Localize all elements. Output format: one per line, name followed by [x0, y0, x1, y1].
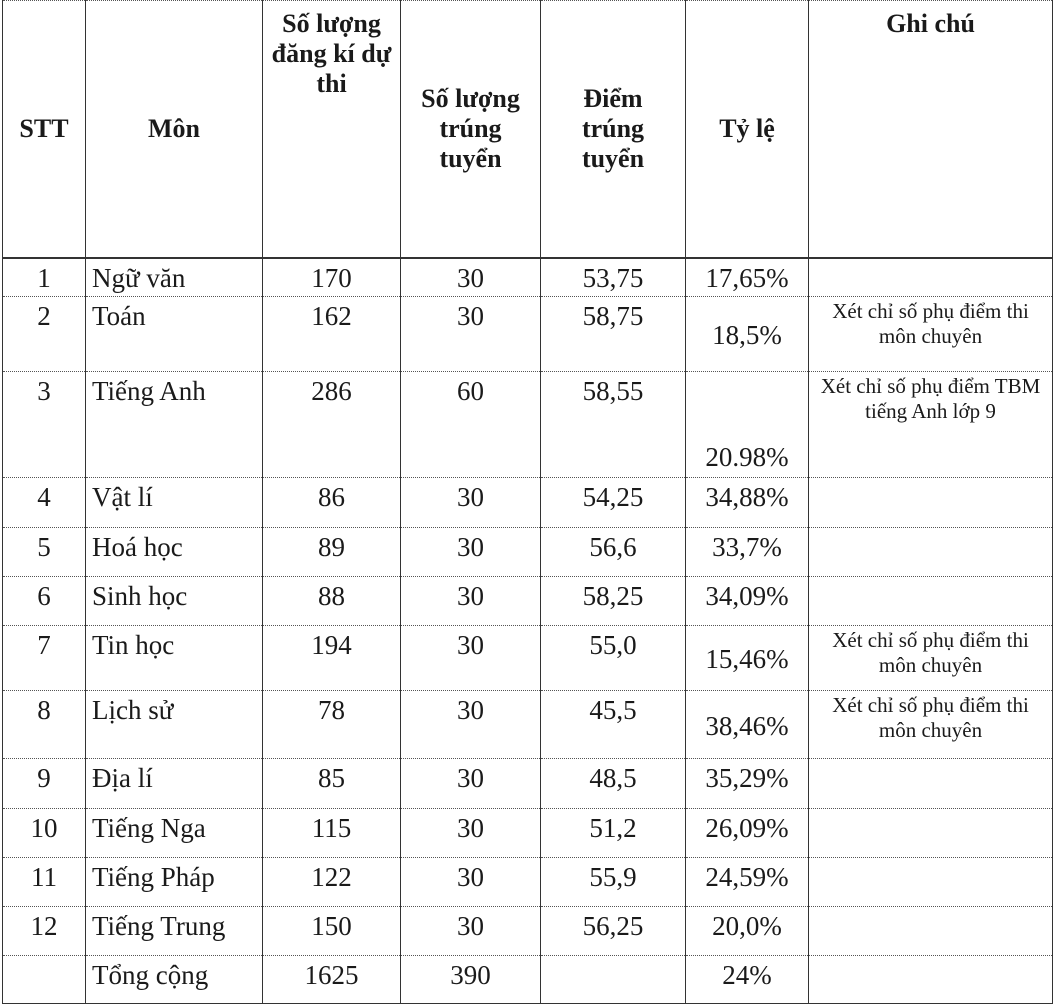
cell-ty-le: 24,59%: [686, 858, 809, 907]
cell-trung-tuyen: 30: [401, 809, 541, 858]
cell-stt: 5: [3, 528, 86, 577]
cell-dang-ki: 162: [263, 297, 401, 372]
cell-trung-tuyen: 30: [401, 691, 541, 759]
cell-ghi-chu: Xét chỉ số phụ điểm thi môn chuyên: [809, 691, 1053, 759]
cell-stt: 9: [3, 759, 86, 809]
cell-ty-le: 38,46%: [686, 691, 809, 759]
cell-diem: 54,25: [541, 478, 686, 528]
cell-ghi-chu: [809, 478, 1053, 528]
cell-ty-le: 18,5%: [686, 297, 809, 372]
cell-trung-tuyen: 390: [401, 956, 541, 1004]
cell-dang-ki: 150: [263, 907, 401, 956]
cell-stt: 7: [3, 626, 86, 691]
cell-dang-ki: 85: [263, 759, 401, 809]
total-row: [3, 956, 1053, 1004]
cell-mon: Sinh học: [86, 577, 263, 626]
cell-ty-le: 24%: [686, 956, 809, 1004]
cell-mon: Hoá học: [86, 528, 263, 577]
cell-dang-ki: 170: [263, 258, 401, 297]
cell-ghi-chu: [809, 258, 1053, 297]
cell-ty-le: 35,29%: [686, 759, 809, 809]
cell-stt: [3, 956, 86, 1004]
table-row: [3, 691, 1053, 759]
cell-trung-tuyen: 30: [401, 626, 541, 691]
cell-diem: 53,75: [541, 258, 686, 297]
table-row: [3, 907, 1053, 956]
cell-ghi-chu: [809, 759, 1053, 809]
cell-dang-ki: 122: [263, 858, 401, 907]
cell-dang-ki: 78: [263, 691, 401, 759]
cell-diem: [541, 956, 686, 1004]
cell-dang-ki: 88: [263, 577, 401, 626]
cell-ghi-chu: Xét chỉ số phụ điểm thi môn chuyên: [809, 626, 1053, 691]
cell-stt: 11: [3, 858, 86, 907]
cell-mon: Toán: [86, 297, 263, 372]
table-row: [3, 478, 1053, 528]
cell-ty-le: 26,09%: [686, 809, 809, 858]
table-row: [3, 372, 1053, 478]
cell-diem: 45,5: [541, 691, 686, 759]
cell-ghi-chu: [809, 809, 1053, 858]
table-row: [3, 858, 1053, 907]
cell-ty-le: 34,88%: [686, 478, 809, 528]
cell-stt: 1: [3, 258, 86, 297]
cell-diem: 56,6: [541, 528, 686, 577]
cell-ty-le: 20.98%: [686, 372, 809, 478]
header-ghi-chu: Ghi chú: [809, 1, 1053, 258]
cell-mon: Tiếng Trung: [86, 907, 263, 956]
cell-dang-ki: 86: [263, 478, 401, 528]
cell-ghi-chu: [809, 577, 1053, 626]
table-row: [3, 297, 1053, 372]
cell-diem: 58,25: [541, 577, 686, 626]
cell-ty-le: 17,65%: [686, 258, 809, 297]
cell-stt: 4: [3, 478, 86, 528]
cell-trung-tuyen: 30: [401, 528, 541, 577]
cell-ty-le: 34,09%: [686, 577, 809, 626]
cell-diem: 58,75: [541, 297, 686, 372]
cell-stt: 8: [3, 691, 86, 759]
cell-ty-le: 20,0%: [686, 907, 809, 956]
cell-mon: Tiếng Anh: [86, 372, 263, 478]
cell-mon: Tổng cộng: [86, 956, 263, 1004]
cell-dang-ki: 89: [263, 528, 401, 577]
cell-ghi-chu: [809, 907, 1053, 956]
cell-ghi-chu: Xét chỉ số phụ điểm thi môn chuyên: [809, 297, 1053, 372]
cell-mon: Tin học: [86, 626, 263, 691]
cell-stt: 10: [3, 809, 86, 858]
cell-trung-tuyen: 30: [401, 858, 541, 907]
header-trung-tuyen: Số lượng trúng tuyển: [401, 1, 541, 258]
cell-diem: 51,2: [541, 809, 686, 858]
cell-trung-tuyen: 30: [401, 297, 541, 372]
cell-trung-tuyen: 30: [401, 258, 541, 297]
header-stt: STT: [3, 1, 86, 258]
header-diem: Điểm trúng tuyển: [541, 1, 686, 258]
header-dang-ki: Số lượng đăng kí dự thi: [263, 1, 401, 258]
cell-diem: 56,25: [541, 907, 686, 956]
cell-dang-ki: 115: [263, 809, 401, 858]
header-row: [3, 1, 1053, 258]
header-mon: Môn: [86, 1, 263, 258]
table-row: [3, 759, 1053, 809]
table-row: [3, 577, 1053, 626]
cell-ghi-chu: Xét chỉ số phụ điểm TBM tiếng Anh lớp 9: [809, 372, 1053, 478]
cell-diem: 55,0: [541, 626, 686, 691]
cell-mon: Lịch sử: [86, 691, 263, 759]
cell-diem: 55,9: [541, 858, 686, 907]
cell-stt: 6: [3, 577, 86, 626]
table-row: [3, 626, 1053, 691]
admission-results-table: [2, 0, 1053, 1004]
cell-dang-ki: 194: [263, 626, 401, 691]
cell-mon: Địa lí: [86, 759, 263, 809]
cell-trung-tuyen: 30: [401, 478, 541, 528]
cell-ghi-chu: [809, 528, 1053, 577]
cell-mon: Ngữ văn: [86, 258, 263, 297]
cell-ghi-chu: [809, 956, 1053, 1004]
header-ty-le: Tỷ lệ: [686, 1, 809, 258]
cell-dang-ki: 286: [263, 372, 401, 478]
table-row: [3, 258, 1053, 297]
cell-mon: Tiếng Pháp: [86, 858, 263, 907]
table-row: [3, 528, 1053, 577]
cell-ghi-chu: [809, 858, 1053, 907]
cell-diem: 58,55: [541, 372, 686, 478]
cell-mon: Tiếng Nga: [86, 809, 263, 858]
cell-stt: 12: [3, 907, 86, 956]
cell-trung-tuyen: 60: [401, 372, 541, 478]
cell-ty-le: 15,46%: [686, 626, 809, 691]
cell-ty-le: 33,7%: [686, 528, 809, 577]
cell-trung-tuyen: 30: [401, 907, 541, 956]
cell-trung-tuyen: 30: [401, 577, 541, 626]
cell-stt: 2: [3, 297, 86, 372]
cell-stt: 3: [3, 372, 86, 478]
cell-mon: Vật lí: [86, 478, 263, 528]
cell-dang-ki: 1625: [263, 956, 401, 1004]
cell-diem: 48,5: [541, 759, 686, 809]
table-row: [3, 809, 1053, 858]
cell-trung-tuyen: 30: [401, 759, 541, 809]
